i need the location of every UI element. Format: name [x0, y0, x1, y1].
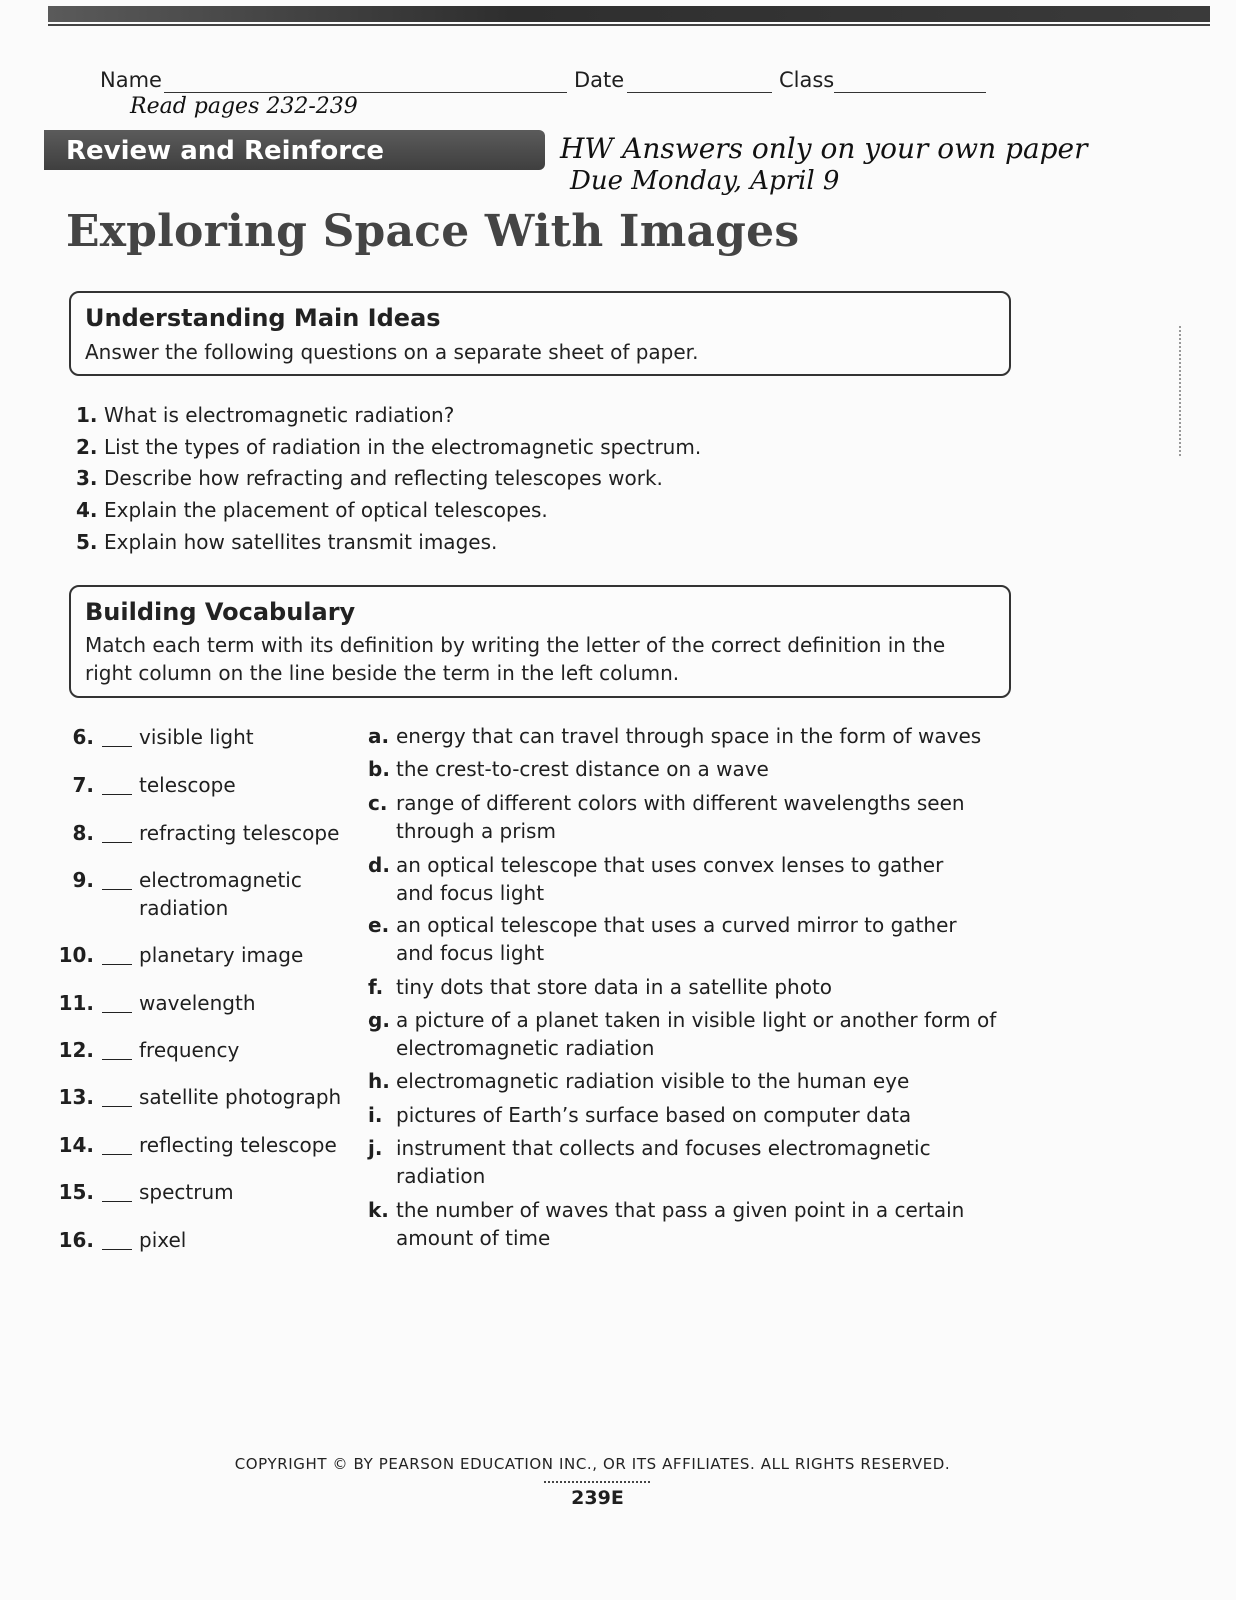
margin-dotted-line	[1179, 326, 1181, 456]
term-text: reflecting telescope	[139, 1133, 337, 1157]
answer-blank[interactable]	[102, 889, 132, 890]
question-item: 1. What is electromagnetic radiation?	[76, 403, 455, 427]
name-line[interactable]	[164, 92, 567, 93]
vocabulary-heading: Building Vocabulary	[85, 598, 356, 626]
term-text-cont: radiation	[139, 896, 229, 920]
date-label: Date	[574, 68, 625, 92]
question-item: 3. Describe how refracting and reflecting telescopes work.	[76, 466, 663, 490]
term-text: electromagnetic	[139, 868, 302, 892]
term-text: refracting telescope	[139, 821, 340, 845]
handwritten-read-note: Read pages 232-239	[130, 94, 358, 119]
term-text: frequency	[139, 1038, 240, 1062]
term-text: spectrum	[139, 1180, 234, 1204]
vocabulary-instructions: Match each term with its definition by writing the letter of the correct definition in the right column on the line beside the term in the left column.	[85, 633, 946, 685]
term-text: wavelength	[139, 991, 256, 1015]
review-banner	[44, 130, 545, 170]
definition-item: d. an optical telescope that uses convex lenses to gather and focus light	[368, 853, 944, 905]
term-text: satellite photograph	[139, 1085, 342, 1109]
main-ideas-heading: Understanding Main Ideas	[85, 304, 441, 332]
term-text: planetary image	[139, 943, 304, 967]
dotted-separator	[544, 1481, 650, 1483]
term-text: visible light	[139, 725, 254, 749]
definition-item: i. pictures of Earth’s surface based on computer data	[368, 1103, 912, 1127]
answer-blank[interactable]	[102, 1154, 132, 1155]
definition-item: f. tiny dots that store data in a satellite photo	[368, 975, 833, 999]
definition-item: b. the crest-to-crest distance on a wave	[368, 757, 769, 781]
top-rule-thin	[48, 24, 1210, 26]
definition-item: k. the number of waves that pass a given point in a certain amount of time	[368, 1198, 965, 1250]
question-item: 2. List the types of radiation in the electromagnetic spectrum.	[76, 435, 702, 459]
definition-item: h. electromagnetic radiation visible to the human eye	[368, 1069, 910, 1093]
name-label: Name	[100, 68, 162, 92]
definition-item: j. instrument that collects and focuses electromagnetic radiation	[368, 1136, 931, 1188]
definition-item: g. a picture of a planet taken in visible light or another form of electromagnetic radiation	[368, 1008, 997, 1060]
answer-blank[interactable]	[102, 794, 132, 795]
answer-blank[interactable]	[102, 1059, 132, 1060]
term-text: pixel	[139, 1228, 187, 1252]
answer-blank[interactable]	[102, 1201, 132, 1202]
answer-blank[interactable]	[102, 1249, 132, 1250]
answer-blank[interactable]	[102, 1012, 132, 1013]
vocabulary-box	[69, 585, 1011, 698]
definition-item: a. energy that can travel through space in the form of waves	[368, 724, 982, 748]
handwritten-hw-note: HW Answers only on your own paper	[560, 132, 1088, 165]
main-ideas-box	[69, 291, 1011, 376]
definition-item: c. range of different colors with different wavelengths seen through a prism	[368, 791, 965, 843]
answer-blank[interactable]	[102, 746, 132, 747]
answer-blank[interactable]	[102, 842, 132, 843]
class-label: Class	[779, 68, 835, 92]
definition-item: e. an optical telescope that uses a curved mirror to gather and focus light	[368, 913, 957, 965]
banner-label: Review and Reinforce	[66, 136, 385, 166]
question-item: 4. Explain the placement of optical telescopes.	[76, 498, 548, 522]
main-ideas-instructions: Answer the following questions on a separate sheet of paper.	[85, 340, 699, 364]
answer-blank[interactable]	[102, 964, 132, 965]
page-title: Exploring Space With Images	[66, 206, 800, 257]
class-line[interactable]	[834, 92, 986, 93]
question-item: 5. Explain how satellites transmit images.	[76, 530, 498, 554]
page-number: 239E	[571, 1487, 624, 1509]
answer-blank[interactable]	[102, 1106, 132, 1107]
copyright-notice: COPYRIGHT © BY PEARSON EDUCATION INC., OR ITS AFFILIATES. ALL RIGHTS RESERVED.	[234, 1455, 951, 1473]
term-text: telescope	[139, 773, 236, 797]
top-rule	[48, 6, 1210, 22]
date-line[interactable]	[627, 92, 772, 93]
handwritten-due-note: Due Monday, April 9	[570, 166, 840, 196]
